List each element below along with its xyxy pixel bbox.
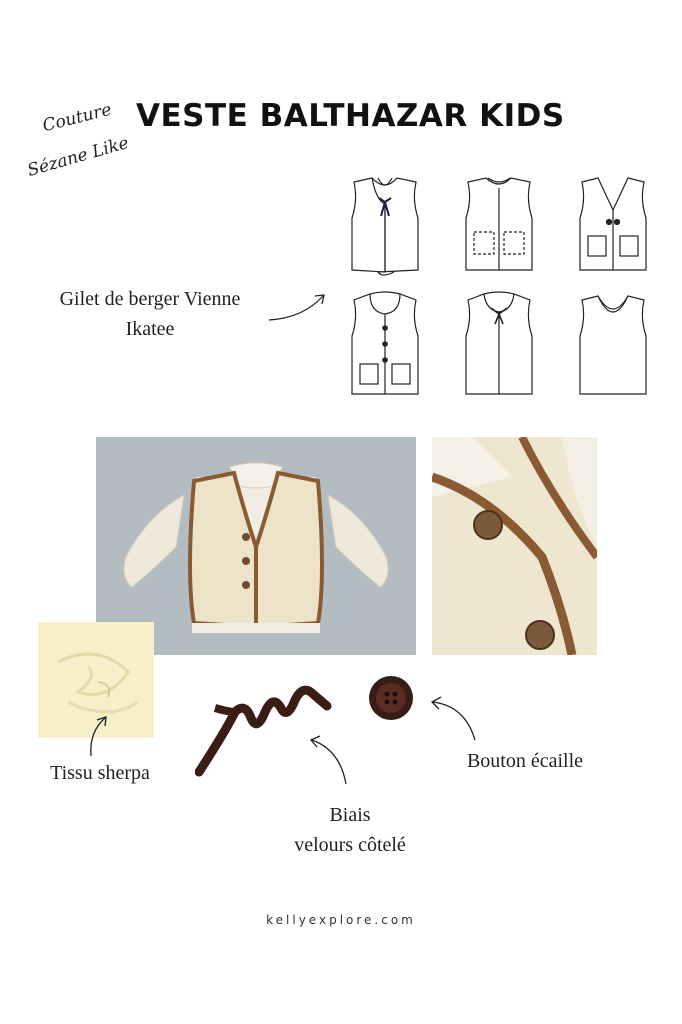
script-couture: Couture: [40, 99, 114, 137]
pattern-label-line2: Ikatee: [125, 318, 175, 340]
vest-sketch-6: [580, 296, 646, 394]
vest-sketch-4: [352, 292, 418, 394]
bias-label-line1: Biais: [329, 804, 371, 826]
bias-arrow-icon: [300, 732, 360, 792]
vest-sketch-3: [580, 178, 646, 270]
page-title: VESTE BALTHAZAR KIDS: [136, 98, 565, 134]
bias-label-line2: velours côtelé: [294, 834, 406, 856]
button-photo: [366, 673, 416, 723]
detail-photo: [432, 437, 597, 655]
vest-sketches: [330, 170, 660, 402]
vest-sketch-2: [466, 178, 532, 270]
button-arrow-icon: [425, 692, 485, 748]
pattern-arrow-icon: [265, 288, 335, 328]
button-label: Bouton écaille: [466, 750, 584, 772]
vest-sketch-5: [466, 292, 532, 394]
vest-sketch-1: [352, 178, 418, 275]
footer-site: kellyexplore.com: [266, 913, 416, 927]
pattern-label-line1: Gilet de berger Vienne: [59, 288, 241, 310]
sherpa-arrow-icon: [85, 712, 115, 762]
pattern-label: [28, 284, 272, 344]
script-sezane-like: Sézane Like: [25, 133, 132, 181]
sherpa-label: Tissu sherpa: [50, 762, 150, 784]
bias-label: [260, 800, 440, 860]
